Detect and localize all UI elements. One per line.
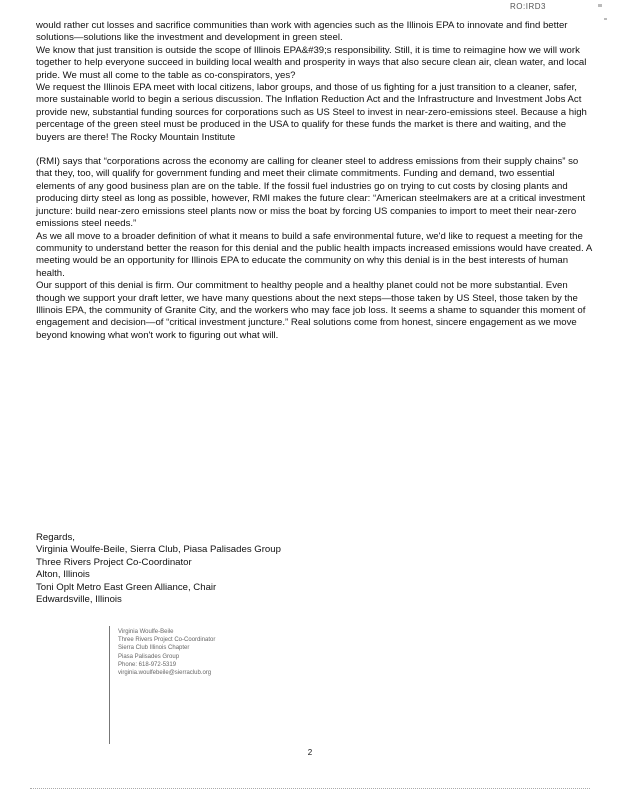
paragraph: As we all move to a broader definition of what it means to build a safe environmental future, we'd like to request a meeting for the community to understand better the reason for this denial and the public health impacts increased emissions would have created. A meeting would be an opportunity for Illinois EPA to educate the community on why this denial is in the best interests of human health. bbox=[36, 230, 592, 279]
footer-scan-artifact bbox=[30, 788, 590, 791]
signature-line: Toni Oplt Metro East Green Alliance, Chair bbox=[36, 581, 217, 593]
letter-body bbox=[36, 20, 596, 342]
signature-line: Virginia Woulfe-Beile, Sierra Club, Piasa Palisades Group bbox=[36, 544, 281, 556]
card-line: Piasa Palisades Group bbox=[118, 653, 180, 660]
paragraph: We request the Illinois EPA meet with local citizens, labor groups, and those of us fighting for a just transition to a cleaner, safer, more sustainable world to begin a serious discussion. The Inflation Reduction Act and the Infrastructure and Investment Jobs Act provide new, substantial funding sources for corporations such as US Steel to invest in near-zero-emissions steel. Because a high percentage of the green steel must be produced in the USA to qualify for these funds the market is there and waiting, and the buyers are there! The Rocky Mountain Institute bbox=[36, 82, 587, 143]
quote-bar bbox=[109, 626, 110, 744]
page-number: 2 bbox=[307, 748, 313, 757]
email-signature-card bbox=[118, 628, 318, 677]
paragraph-gap bbox=[36, 144, 596, 156]
card-email: virginia.woulfebeile@sierraclub.org bbox=[118, 670, 212, 677]
signature-block bbox=[36, 532, 336, 606]
paragraph: We know that just transition is outside the scope of Illinois EPA&#39;s responsibility. Still, it is time to reimagine how we will work together to help everyone succeed in building local wealth and prosperity in ways that also secure clean air, clean water, and local pride. We must all come to the table as co-conspirators, yes? bbox=[36, 44, 587, 81]
header-stamp: RO:IRD3 bbox=[510, 2, 546, 11]
paragraph: (RMI) says that “corporations across the economy are calling for cleaner steel to address emissions from their supply chains” so that they, too, will qualify for government funding and meet their climate commitments. Funding and demand, two essential elements of any good business plan are on the table. If the fossil fuel industries go on trying to cut costs by closing plants and producing dirty steel as long as possible, however, RMI makes the future clear: “American steelmakers are at a critical investment juncture: build near-zero emissions steel plants now or miss the boat by forcing US companies to import to meet their near-zero emissions steel needs.” bbox=[36, 156, 586, 230]
card-line: Sierra Club Illinois Chapter bbox=[118, 645, 190, 652]
signature-line: Alton, Illinois bbox=[36, 569, 90, 581]
card-line: Virginia Woulfe-Beile bbox=[118, 629, 174, 635]
scan-speck bbox=[604, 18, 607, 20]
closing: Regards, bbox=[36, 532, 75, 543]
scan-speck bbox=[598, 4, 602, 7]
signature-line: Edwardsville, Illinois bbox=[36, 594, 122, 606]
card-phone: Phone: 618-972-5319 bbox=[118, 661, 177, 668]
paragraph: Our support of this denial is firm. Our commitment to healthy people and a healthy planet could not be more substantial. Even though we support your draft letter, we have many questions about the next steps—those taken by US Steel, those taken by the Illinois EPA, the community of Granite City, and the workers who may face job loss. It seems a shame to squander this moment of engagement and decision—of “critical investment juncture.” Real solutions come from honest, sincere engagement as we move beyond knowing what won't work to figuring out what will. bbox=[36, 280, 586, 341]
card-line: Three Rivers Project Co-Coordinator bbox=[118, 637, 216, 644]
signature-line: Three Rivers Project Co-Coordinator bbox=[36, 556, 192, 568]
paragraph: would rather cut losses and sacrifice communities than work with agencies such as the Illinois EPA to innovate and find better solutions—solutions like the investment and development in green steel. bbox=[36, 20, 568, 44]
